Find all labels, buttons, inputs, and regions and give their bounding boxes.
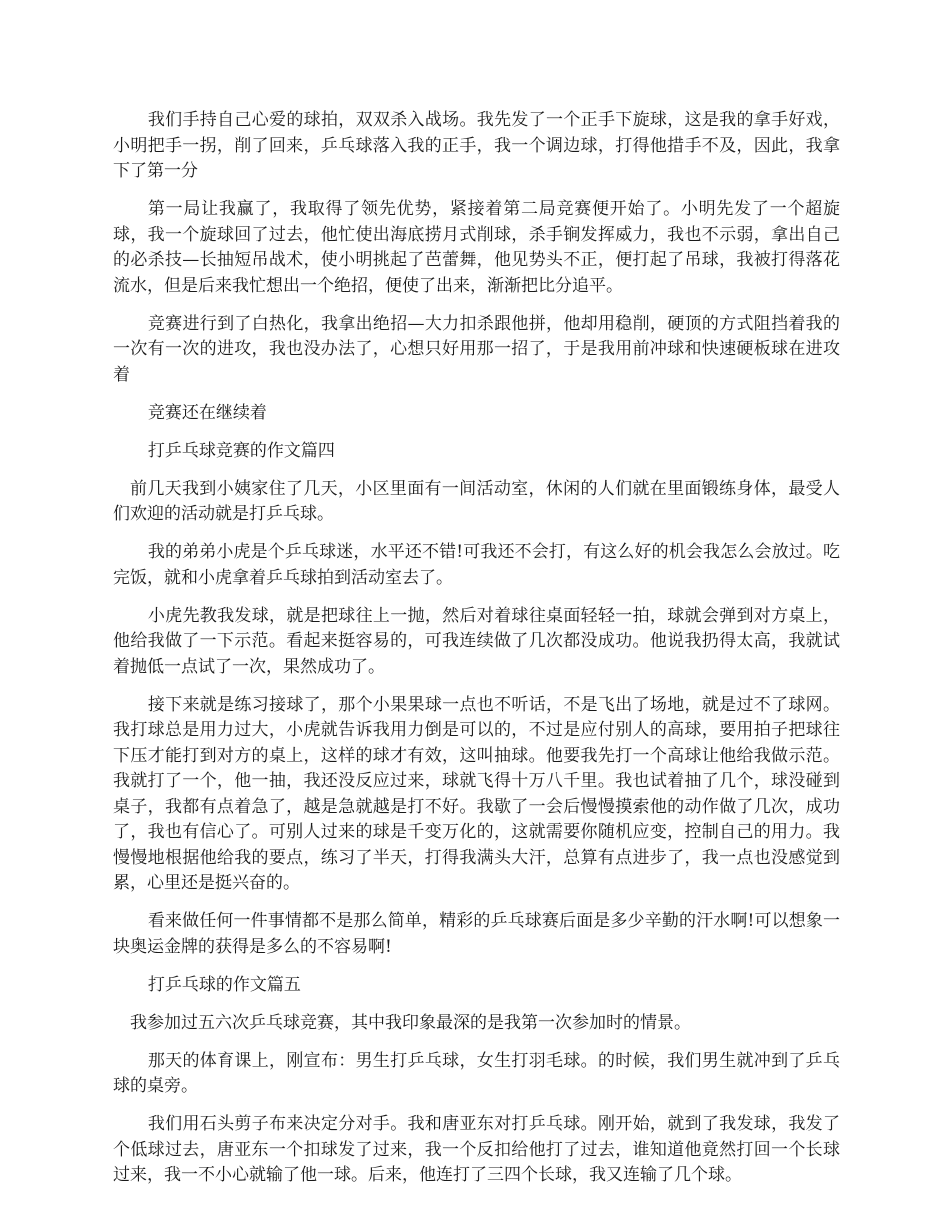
document-body xyxy=(113,108,840,1201)
paragraph: 竞赛进行到了白热化，我拿出绝招—大力扣杀跟他拼，他却用稳削，硬顶的方式阻挡着我的一次有一次的进攻，我也没办法了，心想只好用那一招了，于是我用前冲球和快速硬板球在进攻着 xyxy=(113,313,840,385)
paragraph: 那天的体育课上，刚宣布：男生打乒乓球，女生打羽毛球。的时候，我们男生就冲到了乒乓球的桌旁。 xyxy=(113,1050,840,1096)
paragraph: 第一局让我赢了，我取得了领先优势，紧接着第二局竞赛便开始了。小明先发了一个超旋球，我一个旋球回了过去，他忙使出海底捞月式削球，杀手锏发挥威力，我也不示弱，拿出自己的必杀技—长抽短吊战术，使小明挑起了芭蕾舞，他见势头不正，便打起了吊球，我被打得落花流水，但是后来我忙想出一个绝招，便使了出来，渐渐把比分追平。 xyxy=(113,199,840,296)
paragraph: 我参加过五六次乒乓球竞赛，其中我印象最深的是我第一次参加时的情景。 xyxy=(130,1012,691,1033)
section-heading: 打乒乓球竞赛的作文篇四 xyxy=(147,440,335,461)
paragraph: 看来做任何一件事情都不是那么简单，精彩的乒乓球赛后面是多少辛勤的汗水啊!可以想象一块奥运金牌的获得是多么的不容易啊! xyxy=(113,911,840,957)
paragraph: 前几天我到小姨家住了几天，小区里面有一间活动室，休闲的人们就在里面锻练身体，最受人们欢迎的活动就是打乒乓球。 xyxy=(113,478,840,524)
paragraph: 竞赛还在继续着 xyxy=(147,402,267,423)
paragraph: 小虎先教我发球，就是把球往上一抛，然后对着球往桌面轻轻一拍，球就会弹到对方桌上，他给我做了一下示范。看起来挺容易的，可我连续做了几次都没成功。他说我扔得太高，我就试着抛低一点试了一次，果然成功了。 xyxy=(113,605,840,677)
section-heading: 打乒乓球的作文篇五 xyxy=(147,974,301,995)
paragraph: 我们用石头剪子布来决定分对手。我和唐亚东对打乒乓球。刚开始，就到了我发球，我发了个低球过去，唐亚东一个扣球发了过来，我一个反扣给他打了过去，谁知道他竟然打回一个长球过来，我一不小心就输了他一球。后来，他连打了三四个长球，我又连输了几个球。 xyxy=(113,1114,840,1185)
paragraph: 接下来就是练习接球了，那个小果果球一点也不听话，不是飞出了场地，就是过不了球网。我打球总是用力过大，小虎就告诉我用力倒是可以的，不过是应付别人的高球，要用拍子把球往下压才能打到对方的桌上，这样的球才有效，这叫抽球。他要我先打一个高球让他给我做示范。我就打了一个，他一抽，我还没反应过来，球就飞得十万八千里。我也试着抽了几个，球没碰到桌子，我都有点着急了，越是急就越是打不好。我歇了一会后慢慢摸索他的动作做了几次，成功了，我也有信心了。可别人过来的球是千变万化的，这就需要你随机应变，控制自己的用力。我慢慢地根据他给我的要点，练习了半天，打得我满头大汗，总算有点进步了，我一点也没感觉到累，心里还是挺兴奋的。 xyxy=(113,694,840,893)
paragraph: 我们手持自己心爱的球拍，双双杀入战场。我先发了一个正手下旋球，这是我的拿手好戏，小明把手一拐，削了回来，乒乓球落入我的正手，我一个调边球，打得他措手不及，因此，我拿下了第一分 xyxy=(113,110,840,181)
paragraph: 我的弟弟小虎是个乒乓球迷，水平还不错!可我还不会打，有这么好的机会我怎么会放过。吃完饭，就和小虎拿着乒乓球拍到活动室去了。 xyxy=(113,542,840,588)
